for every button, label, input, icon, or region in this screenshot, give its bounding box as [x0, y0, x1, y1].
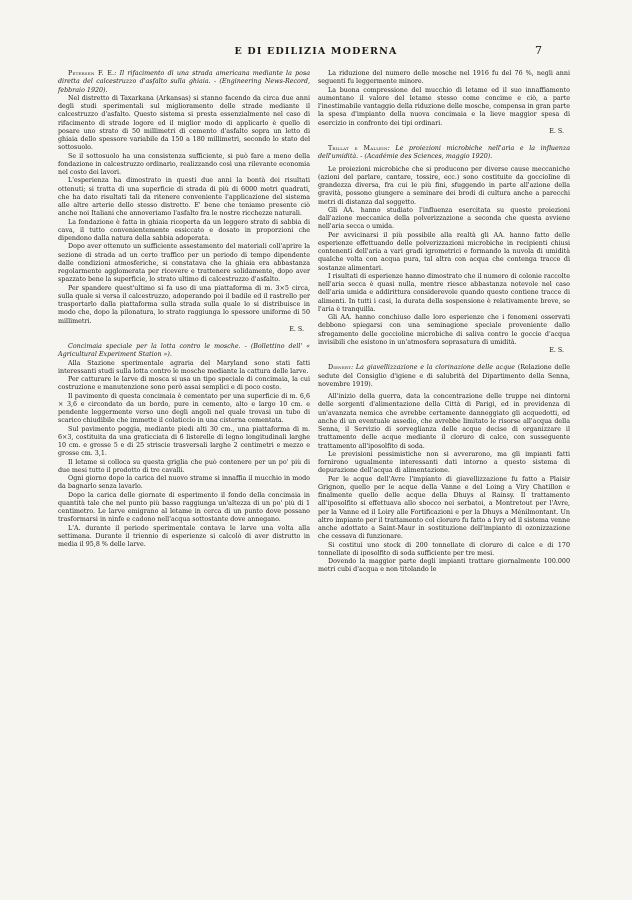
paragraph: Si costituì uno stock di 200 tonnellate di cloruro di calce e di 170 tonnellate di iposolfito di soda sufficiente per tre mesi.	[318, 541, 570, 557]
paragraph: Il pavimento di questa concimaia è cementato per una superficie di m. 6,6 × 3,6 e circondato da un bordo, pure in cemento, alto e largo 10 cm. e pendente leggermente verso uno degli angoli nel quale trovasi un tubo di scarico chiudibile che immette il colaticcio in una cisterna cementata.	[58, 392, 310, 425]
paragraph: Per le acque dell'Avre l'impianto di giavellizzazione fu fatto a Plaisir Grignon, quello per le acque della Vanne e del Loing a Viry Chatillon e finalmente quello delle acque della Dhuys al Rainsy. Il trattamento all'iposolfito si effettuava allo sbocco nei serbatoi, a Montretout per l'Avre, per la Vanne ed il Loiry alle Fortificazioni e per la Dhuys a Ménilmontant. Un altro impianto per il trattamento col cloruro fu fatto a Ivry ed il sistema venne anche adottato a Saint-Maur in sostituzione dell'impianto di ozonizzazione che cessava di funzionare.	[318, 475, 570, 541]
paragraph: Sul pavimento poggia, mediante piedi alti 30 cm., una piattaforma di m. 6×3, costituita da una graticciata di 6 listerelle di legno longitudinali larghe 10 cm. e grosse 5 e di 25 striscie trasversali larghe 2 centimetri e mezzo e grosse cm. 3,1.	[58, 425, 310, 458]
paragraph: I risultati di esperienze hanno dimostrato che il numero di colonie raccolte nell'aria secca è quasi nulla, mentre riesce abbastanza notevole nel caso dell'aria umida e addirittura considerevole quando questo contiene tracce di alimenti. In tutti i casi, la durata della sospensione è relativamente breve, se l'aria è tranquilla.	[318, 272, 570, 313]
article-author: Dienert	[328, 364, 352, 372]
article-petersen	[58, 70, 310, 334]
page-number: 7	[535, 44, 542, 57]
paragraph: L'esperienza ha dimostrato in questi due anni la bontà dei risultati ottenuti; si tratta di una superficie di strada di più di 6000 metri quadrati, che ha dato risultati tali da ritenere conveniente l'applicazione del sistema alle altre arterie dello stesso distretto. E' bene che teniamo presente ciò anche noi Italiani che annoveriamo l'asfalto fra le nostre ricchezze naturali.	[58, 177, 310, 218]
article-concimaia-continued	[318, 70, 570, 136]
article-title: : Il rifacimento di una strada americana mediante la posa diretta del calcestruzzo d'asfalto sulla ghiaia.	[58, 70, 310, 86]
paragraph: Le proiezioni microbiche che si producono per diverse cause meccaniche (azioni del parlare, cantare, tossire, ecc.) sono costituite da goccioline di grandezza diversa, fra cui le più fini, sfuggendo in parte all'azione della gravità, possono giungere a seminare dei brodi di cultura anche a parecchi metri di distanza dal soggetto.	[318, 165, 570, 206]
right-column	[318, 70, 570, 575]
paragraph: Per spandere quest'ultimo si fa uso di una piattaforma di m. 3×5 circa, sulla quale si versa il calcestruzzo, adoperando poi il badile ed il rastrello per trasportarlo dalla piattaforma sulla strada sulla quale lo si distribuisce in modo che, dopo la pilonatura, lo strato raggiunga lo spessore uniforme di 50 millimetri.	[58, 284, 310, 325]
article-reference	[318, 145, 570, 162]
article-author: Petersen F. E.	[68, 70, 115, 77]
article-title: : Le proiezioni microbiche nell'aria e la influenza dell'umidità.	[318, 145, 570, 161]
running-head: E DI EDILIZIA MODERNA	[234, 46, 398, 57]
paragraph: La buona compressione del mucchio di letame ed il suo innaffiamento aumentano il valore del letame stesso come concime e ciò, a parte l'inestimabile vantaggio della riduzione delle mosche, compensa in gran parte la spesa d'impianto della nuova concimaia e la lieve maggior spesa di esercizio in confronto dei tipi ordinari.	[318, 86, 570, 127]
article-source: (Relazione delle sedute del Consiglio d'igiene e di salubrità del Dipartimento della Senna, novembre 1919).	[318, 364, 570, 388]
paragraph: Dopo la carica delle giornate di esperimento il fondo della concimaia in quantità tale che nel punto più basso raggiunga un'altezza di un po' più di 1 centimetro. Le larve emigrano al letame in cerca di un punto dove possano trasformarsi in ninfe e cadono nell'acqua sottostante dove annegano.	[58, 491, 310, 524]
paragraph: All'inizio della guerra, data la concentrazione delle truppe nei dintorni delle sorgenti d'alimentazione della Città di Parigi, ed in previdenza di un'avanzata nemica che avrebbe certamente danneggiato gli acquedotti, ed anche di un eventuale assedio, che avrebbe limitato le risorse all'acqua della Senna, il Servizio di sorveglianza delle acque decise di organizzare il trattamento delle acque mediante il cloruro di calce, con susseguente trattamento all'iposolfito di soda.	[318, 393, 570, 450]
article-signature: E. S.	[289, 325, 304, 333]
article-concimaia	[58, 343, 310, 549]
paragraph: Le previsioni pessimistiche non si avverarono, ma gli impianti fatti fornirono ugualmente interessanti dati intorno a questo sistema di depurazione dell'acqua di alimentazione.	[318, 450, 570, 475]
paragraph: Per avvicinarsi il più possibile alla realtà gli AA. hanno fatto delle esperienze effettuando delle polverizzazioni microbiche in recipienti chiusi contenenti dell'aria a vari gradi igrometrici e formando la nuvola di umidità qualche volta con acqua pura, tal altra con acqua che contenga tracce di sostanze alimentari.	[318, 231, 570, 272]
article-title: Concimaia speciale per la lotta contro le mosche.	[68, 343, 241, 350]
article-reference	[58, 343, 310, 360]
article-reference	[318, 364, 570, 389]
article-reference	[58, 70, 310, 95]
left-column	[58, 70, 310, 549]
paragraph: Nel distretto di Taxarkana (Arkansas) si stanno facendo da circa due anni degli studi sperimentali sul miglioramento delle strade mediante il calcestruzzo d'asfalto. Questo sistema si presta essenzialmente nel caso di rifacimento di strade logore ed il miglior modo di applicarlo è quello di posare uno strato di 50 millimetri di cemento d'asfalto sopra un letto di ghiaia dello spessore variabile da 150 a 180 millimetri, secondo lo stato del sottosuolo.	[58, 94, 310, 152]
paragraph: Dovendo la maggior parte degli impianti trattare giornalmente 100.000 metri cubi d'acqua e non titolando le	[318, 558, 570, 574]
article-trillat	[318, 145, 570, 355]
article-source: - (Engineering News-Record, febbraio 1920).	[58, 78, 310, 94]
paragraph: La fondazione è fatta in ghiaia ricoperta da un leggero strato di sabbia di cava, il tutto convenientemente essiccato e dosato in proporzioni che dipendono dalla natura della sabbia adoperata.	[58, 218, 310, 242]
article-title: : La giavellizzazione e la clorinazione delle acque	[351, 364, 515, 372]
paragraph: Alla Stazione sperimentale agraria del Maryland sono stati fatti interessanti studi sulla lotta contro le mosche mediante la cattura delle larve.	[58, 359, 310, 375]
paragraph: Per catturare le larve di mosca si usa un tipo speciale di concimaia, la cui costruzione e manutenzione sono però assai semplici e di poco costo.	[58, 376, 310, 392]
paragraph: Gli AA. hanno conchiuso dalle loro esperienze che i fenomeni osservati debbono spiegarsi con una seminagione speciale proveniente dallo sfregamento delle goccioline microbiche di saliva contro le goccie d'acqua invisibili che esistono in un'atmosfera soprasatura di umidità.	[318, 314, 570, 346]
article-author: Trillat e Mallein	[328, 145, 388, 152]
article-dienert	[318, 364, 570, 574]
paragraph: Gli AA. hanno studiato l'influenza esercitata su queste proiezioni dall'azione meccanica della polverizzazione a seconda che questa avviene nell'aria secca o umida.	[318, 206, 570, 231]
article-source: - (Académie des Sciences, maggio 1920).	[358, 153, 493, 161]
paragraph: La riduzione del numero delle mosche nel 1916 fu del 76 %, negli anni seguenti fu leggermente minore.	[318, 70, 570, 86]
article-signature: E. S.	[549, 127, 564, 135]
paragraph: Se il sottosuolo ha una consistenza sufficiente, si può fare a meno della fondazione in calcestruzzo ordinario, realizzando così una rilevante economia nel costo dei lavori.	[58, 152, 310, 176]
article-source: - (Bollettino dell' « Agricultural Experiment Station »).	[58, 343, 310, 359]
paragraph: L'A. durante il periodo sperimentale contava le larve una volta alla settimana. Durante il triennio di esperienze si calcolò di aver distrutto in media il 95,8 % delle larve.	[58, 524, 310, 548]
paragraph: Dopo aver ottenuto un sufficiente assestamento del materiali coll'aprire la sezione di strada ad un certo traffico per un periodo di tempo dipendente dalle condizioni atmosferiche, si constatava che la ghiaia era abbastanza regolarmente agglomerata per ricevere e trattenere solidamente, dopo aver spazzato bene la superficie, lo strato ultimo di calcestruzzo d'asfalto.	[58, 243, 310, 284]
article-signature: E. S.	[549, 347, 564, 354]
paragraph: Ogni giorno dopo la carica del nuovo strame si innaffia il mucchio in modo da bagnarlo senza lavarlo.	[58, 475, 310, 491]
paragraph: Il letame si colloca su questa griglia che può contenere per un po' più di due mesi tutto il prodotto di tre cavalli.	[58, 458, 310, 474]
